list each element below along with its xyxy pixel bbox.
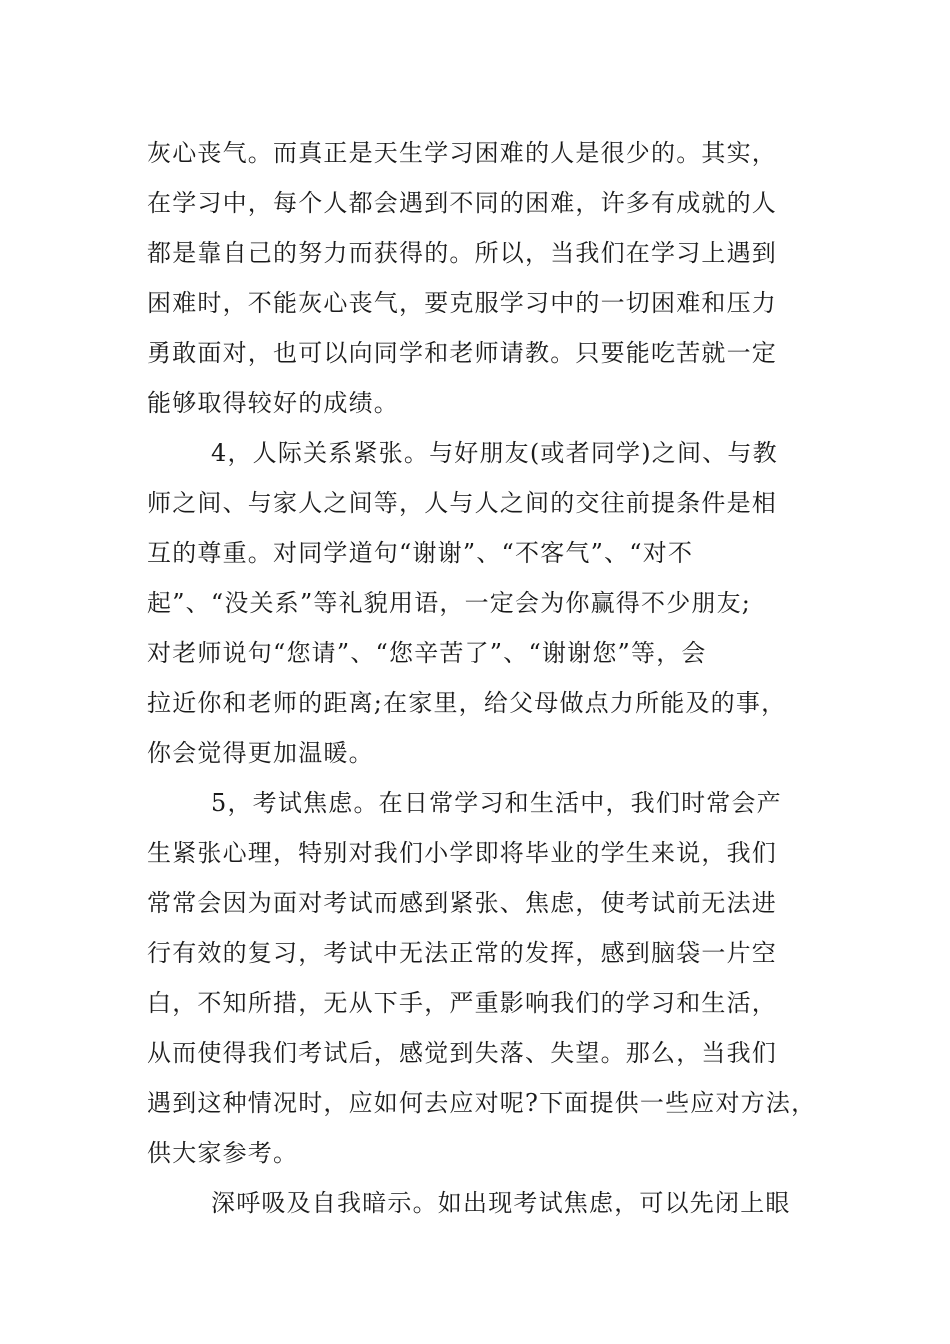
text-line: 起”、“没关系”等礼貌用语，一定会为你赢得不少朋友; [147,589,752,617]
text-line: 对老师说句“您请”、“您辛苦了”、“谢谢您”等，会 [147,639,707,667]
text-line: 生紧张心理，特别对我们小学即将毕业的学生来说，我们 [147,839,777,867]
text-line: 拉近你和老师的距离;在家里，给父母做点力所能及的事， [147,689,787,717]
text-line: 你会觉得更加温暖。 [147,739,374,767]
text-line: 供大家参考。 [147,1139,299,1167]
text-line: 常常会因为面对考试而感到紧张、焦虑，使考试前无法进 [147,889,777,917]
body-text [147,128,817,1228]
paragraph-start-line: 5，考试焦虑。在日常学习和生活中，我们时常会产 [211,789,782,817]
text-line: 困难时，不能灰心丧气，要克服学习中的一切困难和压力 [147,289,777,317]
text-line: 行有效的复习，考试中无法正常的发挥，感到脑袋一片空 [147,939,777,967]
text-line: 在学习中，每个人都会遇到不同的困难，许多有成就的人 [147,189,777,217]
paragraph-start-line: 4，人际关系紧张。与好朋友(或者同学)之间、与教 [211,439,778,467]
text-line: 都是靠自己的努力而获得的。所以，当我们在学习上遇到 [147,239,777,267]
text-line: 师之间、与家人之间等，人与人之间的交往前提条件是相 [147,489,777,517]
paragraph-start-line: 深呼吸及自我暗示。如出现考试焦虑，可以先闭上眼 [211,1189,791,1217]
text-line: 勇敢面对，也可以向同学和老师请教。只要能吃苦就一定 [147,339,777,367]
text-line: 白，不知所措，无从下手，严重影响我们的学习和生活， [147,989,777,1017]
text-line: 互的尊重。对同学道句“谢谢”、“不客气”、“对不 [147,539,694,567]
text-line: 从而使得我们考试后，感觉到失落、失望。那么，当我们 [147,1039,777,1067]
text-line: 遇到这种情况时，应如何去应对呢?下面提供一些应对方法， [147,1089,817,1117]
text-line: 能够取得较好的成绩。 [147,389,399,417]
text-line: 灰心丧气。而真正是天生学习困难的人是很少的。其实， [147,139,777,167]
